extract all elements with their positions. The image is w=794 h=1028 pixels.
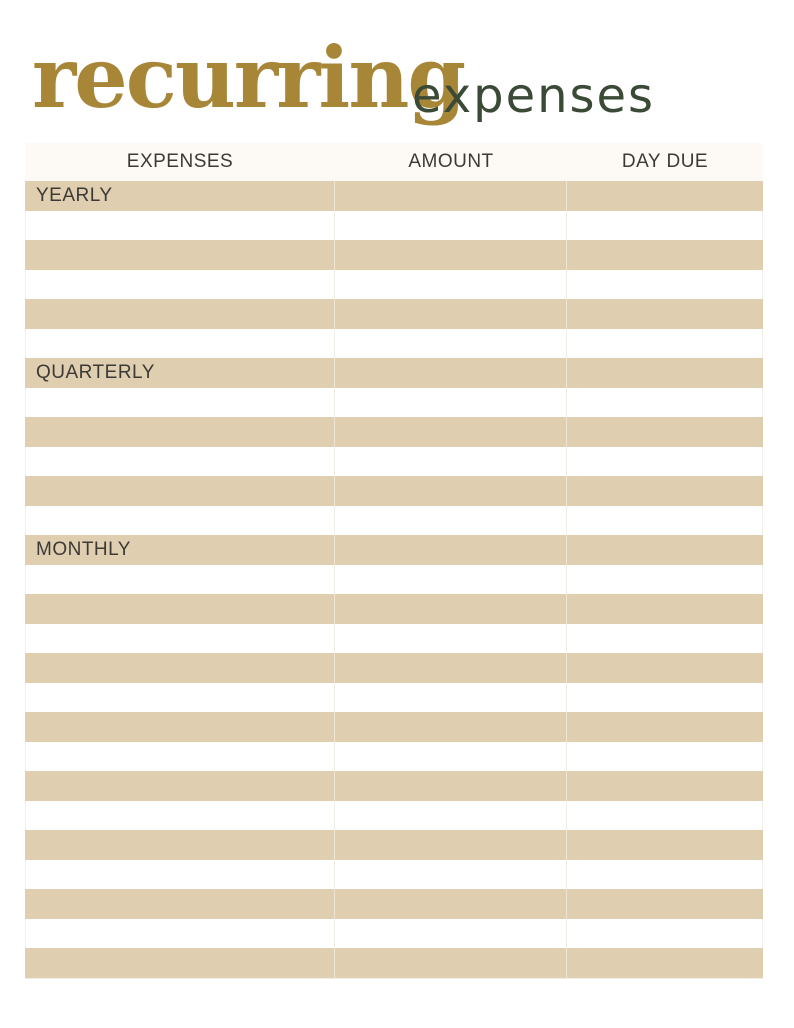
day-due-cell[interactable] xyxy=(567,919,763,949)
expense-cell[interactable] xyxy=(25,683,335,713)
day-due-cell[interactable] xyxy=(567,860,763,890)
expense-cell[interactable] xyxy=(25,919,335,949)
title-sans-word: expenses xyxy=(412,68,656,124)
expense-cell[interactable] xyxy=(25,830,335,860)
table-row xyxy=(25,270,763,300)
table-row xyxy=(25,948,763,978)
table-row xyxy=(25,240,763,270)
day-due-cell[interactable] xyxy=(567,683,763,713)
table-row xyxy=(25,388,763,418)
expense-cell[interactable] xyxy=(25,742,335,772)
amount-cell[interactable] xyxy=(335,948,567,978)
expense-cell[interactable] xyxy=(25,506,335,536)
amount-cell[interactable] xyxy=(335,712,567,742)
amount-cell[interactable] xyxy=(335,476,567,506)
amount-cell[interactable] xyxy=(335,388,567,418)
amount-cell[interactable] xyxy=(335,801,567,831)
day-due-cell[interactable] xyxy=(567,565,763,595)
table-row xyxy=(25,181,763,211)
day-due-cell[interactable] xyxy=(567,329,763,359)
day-due-cell[interactable] xyxy=(567,742,763,772)
amount-cell[interactable] xyxy=(335,889,567,919)
table-row xyxy=(25,712,763,742)
expense-cell[interactable] xyxy=(25,240,335,270)
amount-cell[interactable] xyxy=(335,270,567,300)
table-row xyxy=(25,830,763,860)
expense-cell[interactable] xyxy=(25,329,335,359)
day-due-cell[interactable] xyxy=(567,801,763,831)
column-header-day-due: DAY DUE xyxy=(621,151,709,172)
day-due-cell[interactable] xyxy=(567,476,763,506)
amount-cell[interactable] xyxy=(335,447,567,477)
title-script-word: recurring xyxy=(32,28,465,127)
amount-cell[interactable] xyxy=(335,919,567,949)
amount-cell[interactable] xyxy=(335,594,567,624)
table-bottom-border xyxy=(25,978,763,979)
table-row xyxy=(25,919,763,949)
amount-cell[interactable] xyxy=(335,506,567,536)
day-due-cell[interactable] xyxy=(567,417,763,447)
expense-cell[interactable] xyxy=(25,801,335,831)
amount-cell[interactable] xyxy=(335,624,567,654)
day-due-cell[interactable] xyxy=(567,181,763,211)
expense-cell[interactable] xyxy=(25,565,335,595)
amount-cell[interactable] xyxy=(335,565,567,595)
day-due-cell[interactable] xyxy=(567,771,763,801)
column-header-expenses: EXPENSES xyxy=(126,151,234,172)
amount-cell[interactable] xyxy=(335,358,567,388)
day-due-cell[interactable] xyxy=(567,535,763,565)
table-body xyxy=(25,181,763,978)
table-row xyxy=(25,653,763,683)
day-due-cell[interactable] xyxy=(567,447,763,477)
table-row xyxy=(25,299,763,329)
expense-cell[interactable] xyxy=(25,948,335,978)
table-row xyxy=(25,860,763,890)
table-row xyxy=(25,329,763,359)
amount-cell[interactable] xyxy=(335,417,567,447)
table-row xyxy=(25,447,763,477)
amount-cell[interactable] xyxy=(335,683,567,713)
amount-cell[interactable] xyxy=(335,653,567,683)
day-due-cell[interactable] xyxy=(567,358,763,388)
table-row xyxy=(25,476,763,506)
expense-cell[interactable] xyxy=(25,417,335,447)
expense-cell[interactable] xyxy=(25,712,335,742)
expense-cell[interactable] xyxy=(25,594,335,624)
day-due-cell[interactable] xyxy=(567,506,763,536)
day-due-cell[interactable] xyxy=(567,948,763,978)
amount-cell[interactable] xyxy=(335,742,567,772)
expense-cell[interactable] xyxy=(25,388,335,418)
column-header-amount: AMOUNT xyxy=(408,151,494,172)
section-label-monthly: MONTHLY xyxy=(25,535,335,565)
expense-cell[interactable] xyxy=(25,270,335,300)
table-row xyxy=(25,506,763,536)
amount-cell[interactable] xyxy=(335,860,567,890)
table-row xyxy=(25,594,763,624)
amount-cell[interactable] xyxy=(335,329,567,359)
expense-cell[interactable] xyxy=(25,860,335,890)
table-row xyxy=(25,801,763,831)
expense-cell[interactable] xyxy=(25,889,335,919)
day-due-cell[interactable] xyxy=(567,270,763,300)
section-label-quarterly: QUARTERLY xyxy=(25,358,335,388)
amount-cell[interactable] xyxy=(335,771,567,801)
amount-cell[interactable] xyxy=(335,299,567,329)
table-row xyxy=(25,211,763,241)
amount-cell[interactable] xyxy=(335,830,567,860)
day-due-cell[interactable] xyxy=(567,240,763,270)
day-due-cell[interactable] xyxy=(567,211,763,241)
table-row xyxy=(25,358,763,388)
table-row xyxy=(25,742,763,772)
day-due-cell[interactable] xyxy=(567,653,763,683)
day-due-cell[interactable] xyxy=(567,388,763,418)
day-due-cell[interactable] xyxy=(567,712,763,742)
day-due-cell[interactable] xyxy=(567,830,763,860)
section-label-yearly: YEARLY xyxy=(25,181,335,211)
amount-cell[interactable] xyxy=(335,535,567,565)
day-due-cell[interactable] xyxy=(567,624,763,654)
expense-table xyxy=(25,143,763,979)
table-row xyxy=(25,417,763,447)
table-row xyxy=(25,771,763,801)
expense-cell[interactable] xyxy=(25,211,335,241)
table-row xyxy=(25,565,763,595)
amount-cell[interactable] xyxy=(335,211,567,241)
table-row xyxy=(25,889,763,919)
expense-cell[interactable] xyxy=(25,771,335,801)
expense-cell[interactable] xyxy=(25,624,335,654)
day-due-cell[interactable] xyxy=(567,889,763,919)
amount-cell[interactable] xyxy=(335,181,567,211)
table-row xyxy=(25,535,763,565)
table-row xyxy=(25,624,763,654)
expense-cell[interactable] xyxy=(25,299,335,329)
day-due-cell[interactable] xyxy=(567,299,763,329)
table-header xyxy=(25,143,763,181)
table-row xyxy=(25,683,763,713)
day-due-cell[interactable] xyxy=(567,594,763,624)
expense-cell[interactable] xyxy=(25,476,335,506)
amount-cell[interactable] xyxy=(335,240,567,270)
expense-cell[interactable] xyxy=(25,447,335,477)
expense-cell[interactable] xyxy=(25,653,335,683)
